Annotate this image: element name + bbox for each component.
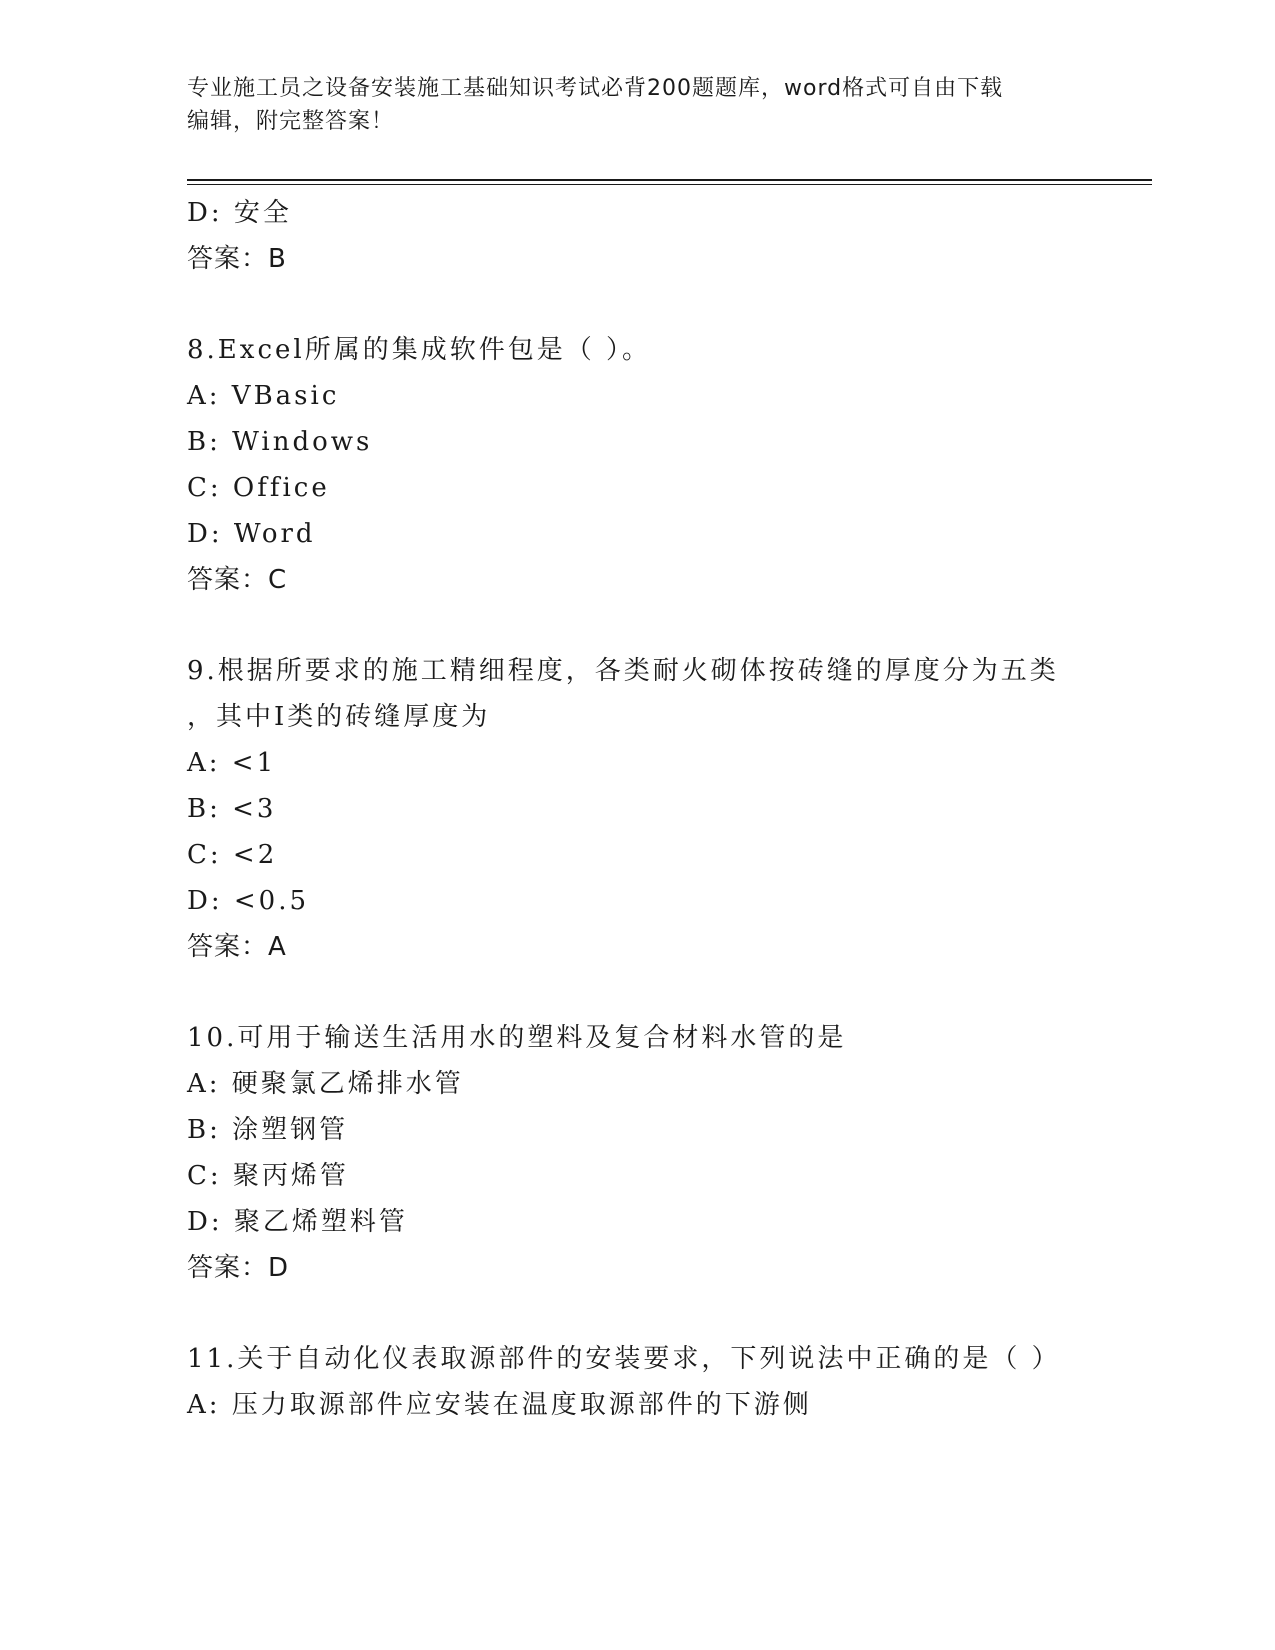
option-c: C: 聚丙烯管 (187, 1161, 349, 1191)
option-d: D: <0.5 (187, 886, 310, 916)
header-rule-thin (187, 184, 1152, 185)
header-line-2: 编辑，附完整答案！ (187, 109, 395, 134)
question-stem-continued: ，其中Ⅰ类的砖缝厚度为 (187, 702, 491, 732)
option-a: A: 硬聚氯乙烯排水管 (187, 1069, 464, 1099)
header-line-1: 专业施工员之设备安装施工基础知识考试必背200题题库，word格式可自由下载 (187, 76, 1004, 101)
option-c: C: Office (187, 473, 330, 503)
option-a: A: 压力取源部件应安装在温度取源部件的下游侧 (187, 1390, 812, 1420)
question-11 (187, 1336, 1087, 1428)
header-rule-thick (187, 179, 1152, 181)
question-stem: 11.关于自动化仪表取源部件的安装要求，下列说法中正确的是（ ） (187, 1344, 1061, 1374)
option-d: D: Word (187, 519, 316, 549)
document-header (187, 72, 1087, 138)
answer: 答案：C (187, 565, 288, 595)
answer: 答案：B (187, 244, 287, 274)
option-a: A: <1 (187, 748, 277, 778)
question-stem: 9.根据所要求的施工精细程度，各类耐火砌体按砖缝的厚度分为五类 (187, 656, 1059, 686)
option-c: C: <2 (187, 840, 278, 870)
option-b: B: <3 (187, 794, 277, 824)
question-9 (187, 648, 1087, 970)
option-d: D: 聚乙烯塑料管 (187, 1207, 408, 1237)
question-list (187, 190, 1087, 1428)
question-10 (187, 1015, 1087, 1291)
question-stem: 10.可用于输送生活用水的塑料及复合材料水管的是 (187, 1023, 847, 1053)
option-b: B: Windows (187, 427, 373, 457)
answer: 答案：A (187, 932, 287, 962)
option-a: A: VBasic (187, 381, 340, 411)
question-8 (187, 327, 1087, 603)
question-stem: 8.Excel所属的集成软件包是（ ）。 (187, 335, 651, 365)
answer: 答案：D (187, 1253, 290, 1283)
option-b: B: 涂塑钢管 (187, 1115, 349, 1145)
option-d: D: 安全 (187, 198, 292, 228)
